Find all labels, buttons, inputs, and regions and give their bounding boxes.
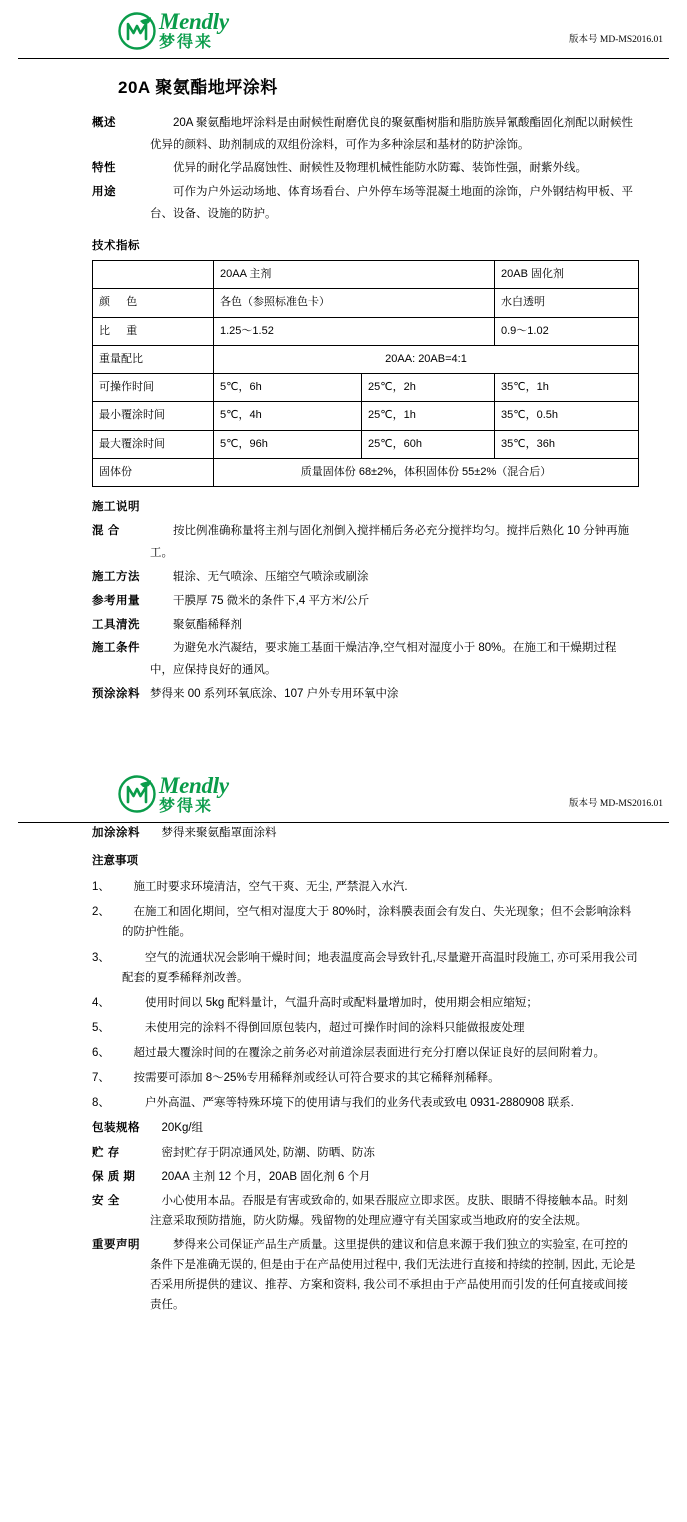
table-row	[93, 289, 639, 317]
list-item	[92, 993, 639, 1013]
page-header	[0, 0, 687, 56]
table-row	[93, 458, 639, 486]
spec-table	[92, 260, 639, 487]
row-label: 包装规格	[92, 1122, 140, 1135]
row-text: 为避免水汽凝结，要求施工基面干燥洁净,空气相对湿度小于 80%。在施工和干燥期过程中，应保持良好的通风。	[150, 642, 617, 677]
construction-mixing	[92, 521, 639, 565]
list-number: 2、	[92, 906, 110, 919]
row-text: 干膜厚 75 微米的条件下,4 平方米/公斤	[173, 594, 370, 607]
list-number: 6、	[92, 1047, 110, 1060]
brand-logo	[118, 10, 229, 51]
table-row	[93, 402, 639, 430]
list-text: 空气的流通状况会影响干燥时间；地表温度高会导致针孔,尽量避开高温时段施工, 亦可采用我公司配套的夏季稀释剂改善。	[122, 951, 638, 984]
list-item	[92, 877, 639, 897]
row-text: 密封贮存于阴凉通风处, 防潮、防晒、防冻	[161, 1146, 375, 1159]
row-label: 安 全	[92, 1194, 120, 1207]
list-item	[92, 948, 639, 988]
row-label: 施工方法	[92, 570, 140, 583]
table-row	[93, 345, 639, 373]
table-cell: 最大覆涂时间	[93, 430, 214, 458]
safety-row	[92, 1191, 639, 1231]
table-row	[93, 261, 639, 289]
document-page-2	[0, 764, 687, 1330]
row-label: 工具清洗	[92, 618, 140, 631]
list-number: 7、	[92, 1072, 110, 1085]
page-header	[0, 764, 687, 820]
list-item	[92, 1093, 639, 1113]
table-cell: 35℃，36h	[495, 430, 639, 458]
table-row	[93, 430, 639, 458]
construction-cleaning	[92, 615, 639, 637]
mendly-m-leaf-logo-icon	[118, 775, 156, 813]
construction-title: 施工说明	[92, 501, 140, 514]
section-text: 20A 聚氨酯地坪涂料是由耐候性耐磨优良的聚氨酯树脂和脂肪族异氰酸酯固化剂配以耐候性优异的颜料、助剂制成的双组份涂料，可作为多种涂层和基材的防护涂饰。	[150, 116, 634, 151]
document-page-1	[0, 0, 687, 718]
row-text: 聚氨酯稀释剂	[173, 618, 242, 631]
page1-content	[0, 73, 687, 706]
row-label: 施工条件	[92, 642, 140, 655]
list-item	[92, 1043, 639, 1063]
table-cell: 固体份	[93, 458, 214, 486]
list-text: 使用时间以 5kg 配料量计，气温升高时或配料量增加时，使用期会相应缩短；	[145, 996, 538, 1009]
table-cell: 质量固体份 68±2%，体积固体份 55±2%（混合后）	[214, 458, 639, 486]
row-text: 小心使用本品。吞服是有害或致命的, 如果吞服应立即求医。皮肤、眼睛不得接触本品。时刻注意采取预防措施，防火防爆。残留物的处理应遵守有关国家或当地政府的安全法规。	[150, 1194, 628, 1227]
list-text: 户外高温、严寒等特殊环境下的使用请与我们的业务代表或致电 0931-2880908 联系.	[145, 1097, 574, 1110]
packaging-row	[92, 1118, 639, 1138]
row-label: 混 合	[92, 525, 120, 538]
list-number: 8、	[92, 1097, 110, 1110]
section-label: 概述	[92, 116, 116, 129]
page2-content	[0, 823, 687, 1316]
list-text: 未使用完的涂料不得倒回原包装内，超过可操作时间的涂料只能做报废处理	[145, 1021, 525, 1034]
brand-name-en: Mendly	[159, 9, 229, 34]
construction-primer	[92, 684, 639, 706]
table-cell: 各色（参照标准色卡）	[214, 289, 495, 317]
list-item	[92, 1068, 639, 1088]
brand-name-cn: 梦得来	[159, 34, 214, 51]
table-row	[93, 317, 639, 345]
version-label: 版本号 MD-MS2016.01	[569, 35, 663, 45]
table-cell: 5℃，4h	[214, 402, 362, 430]
table-cell: 20AA: 20AB=4:1	[214, 345, 639, 373]
section-features	[92, 158, 639, 180]
row-label: 贮 存	[92, 1146, 120, 1159]
table-cell: 5℃，6h	[214, 374, 362, 402]
notice-title: 注意事项	[92, 855, 138, 868]
mendly-m-leaf-logo-icon	[118, 12, 156, 50]
section-text: 优异的耐化学品腐蚀性、耐候性及物理机械性能防水防霉、装饰性强，耐紫外线。	[173, 162, 587, 175]
table-cell	[93, 261, 214, 289]
list-number: 4、	[92, 996, 110, 1009]
table-cell: 比 重	[93, 317, 214, 345]
table-cell: 可操作时间	[93, 374, 214, 402]
table-row	[93, 374, 639, 402]
table-cell: 水白透明	[495, 289, 639, 317]
list-item	[92, 1018, 639, 1038]
brand-logo	[118, 774, 229, 815]
row-text: 梦得来公司保证产品生产质量。这里提供的建议和信息来源于我们独立的实验室, 在可控的条件下是准确无误的, 但是由于在产品使用过程中, 我们无法进行直接和持续的控制, 因此, 无论是否采用所提供的建议、推荐、方案和资料, 我公司不承担由于产品使用而引发的任何直接或间接责任。	[150, 1239, 636, 1312]
row-label: 预涂涂料	[92, 688, 140, 701]
table-cell: 20AB 固化剂	[495, 261, 639, 289]
row-label: 重要声明	[92, 1239, 140, 1252]
list-number: 3、	[92, 951, 110, 964]
header-divider	[18, 58, 669, 59]
list-text: 在施工和固化期间，空气相对湿度大于 80%时，涂料膜表面会有发白、失光现象；但不会影响涂料的防护性能。	[122, 906, 632, 939]
page-gap	[0, 718, 687, 764]
section-label: 用途	[92, 186, 116, 199]
list-text: 施工时要求环境清洁，空气干爽、无尘, 严禁混入水汽.	[133, 881, 408, 894]
construction-coverage	[92, 591, 639, 613]
version-label: 版本号 MD-MS2016.01	[569, 798, 663, 809]
row-label: 保 质 期	[92, 1170, 136, 1183]
row-text: 辊涂、无气喷涂、压缩空气喷涂或刷涂	[173, 570, 369, 583]
list-number: 5、	[92, 1021, 110, 1034]
table-cell: 20AA 主剂	[214, 261, 495, 289]
row-text: 梦得来 00 系列环氧底涂、107 户外专用环氧中涂	[150, 688, 399, 701]
list-text: 按需要可添加 8～25%专用稀释剂或经认可符合要求的其它稀释剂稀释。	[133, 1072, 500, 1085]
row-text: 20Kg/组	[161, 1122, 204, 1135]
table-cell: 35℃，1h	[495, 374, 639, 402]
table-cell: 35℃，0.5h	[495, 402, 639, 430]
page-title: 20A 聚氨酯地坪涂料	[118, 78, 278, 97]
row-text: 20AA 主剂 12 个月，20AB 固化剂 6 个月	[161, 1170, 371, 1183]
section-label: 特性	[92, 162, 116, 175]
topcoat-row	[92, 823, 639, 843]
row-label: 加涂涂料	[92, 826, 140, 839]
row-label: 参考用量	[92, 594, 140, 607]
construction-method	[92, 567, 639, 589]
brand-name-en: Mendly	[159, 772, 229, 798]
table-cell: 25℃，1h	[362, 402, 495, 430]
disclaimer-row	[92, 1235, 639, 1316]
row-text: 梦得来聚氨酯罩面涂料	[161, 826, 277, 839]
table-cell: 最小覆涂时间	[93, 402, 214, 430]
table-cell: 25℃，2h	[362, 374, 495, 402]
row-text: 按比例准确称量将主剂与固化剂倒入搅拌桶后务必充分搅拌均匀。搅拌后熟化 10 分钟再施工。	[150, 525, 630, 560]
table-cell: 重量配比	[93, 345, 214, 373]
list-item	[92, 902, 639, 942]
shelf-life-row	[92, 1167, 639, 1187]
construction-conditions	[92, 638, 639, 682]
section-usage	[92, 182, 639, 226]
table-cell: 1.25～1.52	[214, 317, 495, 345]
table-cell: 25℃，60h	[362, 430, 495, 458]
list-number: 1、	[92, 881, 110, 894]
list-text: 超过最大覆涂时间的在覆涂之前务必对前道涂层表面进行充分打磨以保证良好的层间附着力。	[133, 1047, 605, 1060]
section-overview	[92, 113, 639, 157]
spec-title: 技术指标	[92, 239, 140, 252]
storage-row	[92, 1143, 639, 1163]
table-cell: 5℃，96h	[214, 430, 362, 458]
brand-name-cn: 梦得来	[159, 797, 214, 815]
section-text: 可作为户外运动场地、体育场看台、户外停车场等混凝土地面的涂饰，户外钢结构甲板、平台、设备、设施的防护。	[150, 186, 633, 221]
table-cell: 颜 色	[93, 289, 214, 317]
table-cell: 0.9～1.02	[495, 317, 639, 345]
